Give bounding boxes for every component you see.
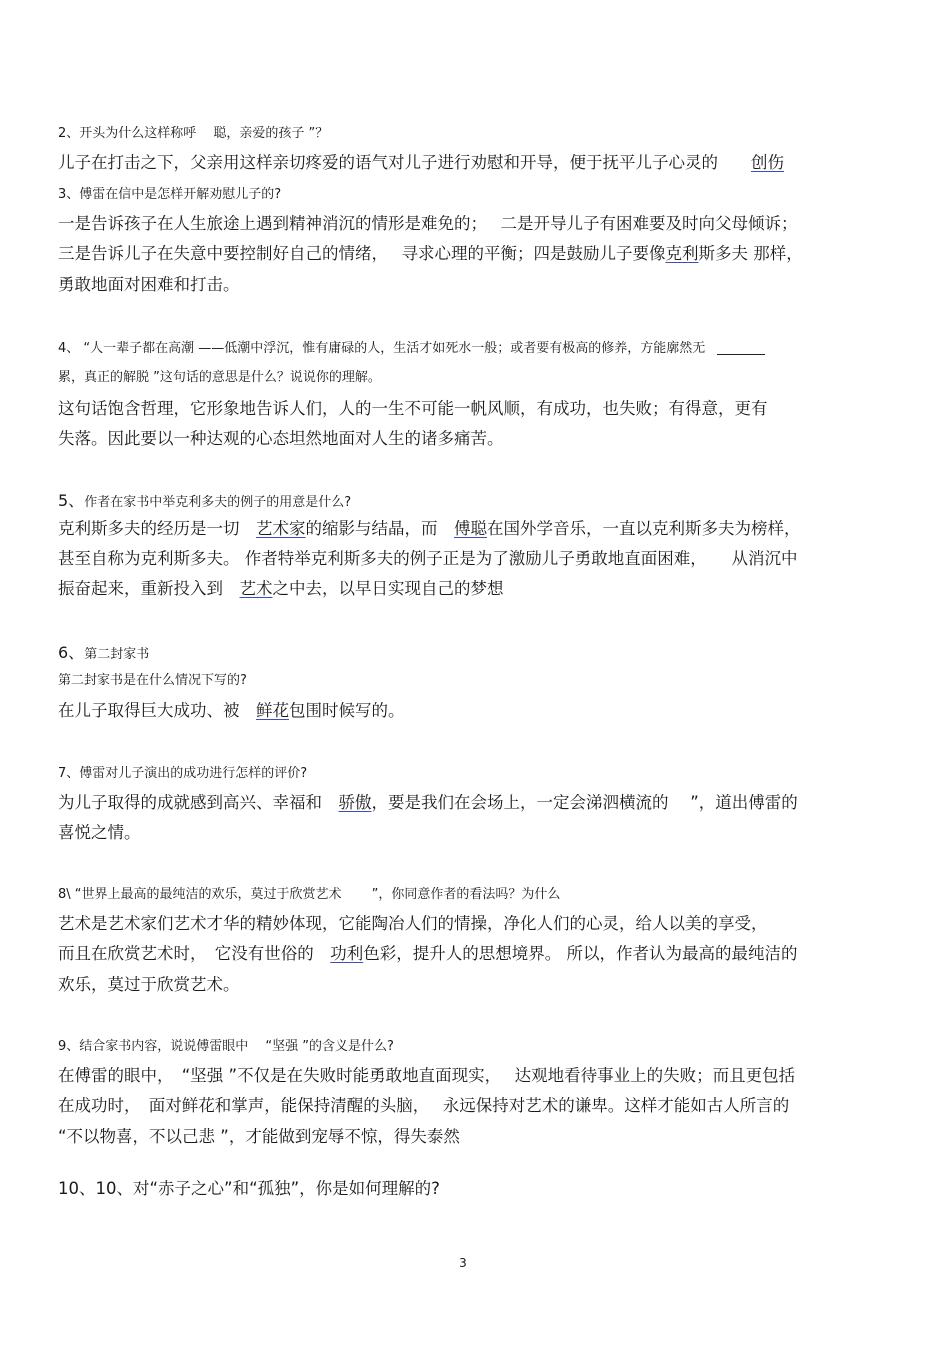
answer-3-line-2: 三是告诉儿子在失意中要控制好自己的情绪， 寻求心理的平衡；四是鼓励儿子要像克利斯多夫 那样， bbox=[58, 244, 803, 263]
underlined-term: 骄傲 bbox=[338, 793, 372, 812]
underlined-term: 艺术家 bbox=[256, 519, 306, 538]
answer-5-line-1: 克利斯多夫的经历是一切 艺术家的缩影与结晶，而 傅聪在国外学音乐，一直以克利斯多夫为榜样， bbox=[58, 519, 801, 538]
answer-8-line-1: 艺术是艺术家们艺术才华的精妙体现，它能陶冶人们的情操，净化人们的心灵，给人以美的享受， bbox=[58, 914, 768, 933]
answer-4-line-1: 这句话饱含哲理，它形象地告诉人们，人的一生不可能一帆风顺，有成功，也失败；有得意，更有 bbox=[58, 399, 768, 418]
answer-7-line-1: 为儿子取得的成就感到高兴、幸福和 骄傲，要是我们在会场上，一定会涕泗横流的 ”，道出傅雷的 bbox=[58, 793, 798, 812]
question-3: 3、傅雷在信中是怎样开解劝慰儿子的? bbox=[58, 187, 282, 202]
answer-7-line-2: 喜悦之情。 bbox=[58, 823, 141, 842]
underlined-term: 傅聪 bbox=[454, 519, 487, 538]
question-5: 5、作者在家书中举克利多夫的例子的用意是什么? bbox=[58, 491, 352, 510]
underlined-term: 克利 bbox=[665, 244, 699, 263]
question-4-line-2: 累，真正的解脱 ”这句话的意思是什么？说说你的理解。 bbox=[58, 370, 381, 385]
underlined-term: 艺术 bbox=[239, 579, 273, 598]
question-10: 10、10、对“赤子之心”和“孤独”，你是如何理解的? bbox=[58, 1179, 440, 1198]
answer-4-line-2: 失落。因此要以一种达观的心态坦然地面对人生的诸多痛苦。 bbox=[58, 429, 504, 448]
answer-2-line-1: 儿子在打击之下，父亲用这样亲切疼爱的语气对儿子进行劝慰和开导，便于抚平儿子心灵的 创伤 bbox=[58, 153, 784, 172]
answer-8-line-2: 而且在欣赏艺术时， 它没有世俗的 功利色彩，提升人的思想境界。 所以，作者认为最高的最纯洁的 bbox=[58, 944, 798, 963]
question-8: 8\ “世界上最高的最纯洁的欢乐，莫过于欣赏艺术 ”，你同意作者的看法吗？为什么 bbox=[58, 887, 561, 902]
question-9: 9、结合家书内容，说说傅雷眼中 “坚强 ”的含义是什么? bbox=[58, 1039, 394, 1054]
answer-9-line-3: “不以物喜，不以己悲 ”，才能做到宠辱不惊，得失泰然 bbox=[58, 1127, 460, 1146]
fill-blank bbox=[717, 342, 765, 355]
answer-9-line-2: 在成功时， 面对鲜花和掌声，能保持清醒的头脑， 永远保持对艺术的谦卑。这样才能如古人所言的 bbox=[58, 1096, 790, 1115]
underlined-term: 功利 bbox=[330, 944, 364, 963]
answer-3-line-3: 勇敢地面对困难和打击。 bbox=[58, 275, 240, 294]
answer-6-line-1: 在儿子取得巨大成功、被 鲜花包围时候写的。 bbox=[58, 701, 405, 720]
answer-9-line-1: 在傅雷的眼中， “坚强 ”不仅是在失败时能勇敢地直面现实， 达观地看待事业上的失败；而且更包括 bbox=[58, 1066, 796, 1085]
question-7: 7、傅雷对儿子演出的成功进行怎样的评价? bbox=[58, 766, 308, 781]
answer-5-line-3: 振奋起来，重新投入到 艺术之中去，以早日实现自己的梦想 bbox=[58, 579, 504, 598]
page-number: 3 bbox=[459, 1256, 467, 1270]
question-6: 第二封家书是在什么情况下写的? bbox=[58, 673, 247, 688]
answer-8-line-3: 欢乐，莫过于欣赏艺术。 bbox=[58, 975, 240, 994]
answer-5-line-2: 甚至自称为克利斯多夫。 作者特举克利斯多夫的例子正是为了激励儿子勇敢地直面困难， 从消沉中 bbox=[58, 549, 798, 568]
question-2: 2、开头为什么这样称呼 聪，亲爱的孩子 ”？ bbox=[58, 126, 329, 141]
underlined-term: 创伤 bbox=[751, 153, 784, 172]
question-4-line-1: 4、 “人一辈子都在高潮 ——低潮中浮沉，惟有庸碌的人，生活才如死水一般；或者要有极高的修养，方能廓然无 bbox=[58, 342, 765, 355]
question-6-title: 6、第二封家书 bbox=[58, 643, 150, 662]
answer-3-line-1: 一是告诉孩子在人生旅途上遇到精神消沉的情形是难免的； 二是开导儿子有困难要及时向父母倾诉； bbox=[58, 214, 798, 233]
underlined-term: 鲜花 bbox=[256, 701, 289, 720]
